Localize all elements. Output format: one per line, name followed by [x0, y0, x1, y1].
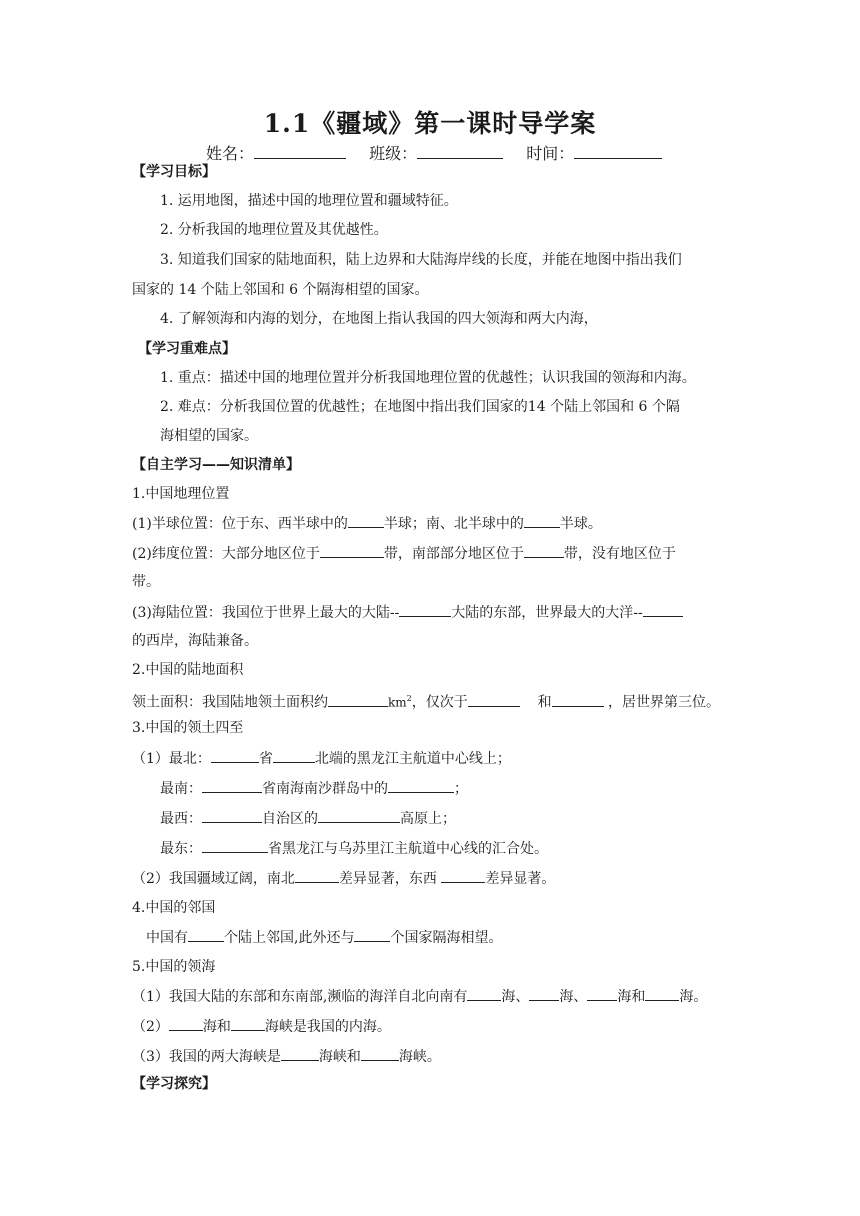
answer-blank[interactable]: [388, 778, 454, 793]
east-extreme-line: 最东： 省黑龙江与乌苏里江主航道中心线的汇合处。: [160, 838, 548, 859]
answer-blank[interactable]: [645, 986, 679, 1001]
answer-blank[interactable]: [348, 513, 384, 528]
name-blank[interactable]: [254, 146, 346, 159]
answer-blank[interactable]: [524, 543, 564, 558]
inland-seas-line: （2） 海和 海峡是我国的内海。: [132, 1016, 391, 1037]
answer-blank[interactable]: [361, 1046, 399, 1061]
goal-item: 2. 分析我国的地理位置及其优越性。: [160, 222, 388, 238]
answer-blank[interactable]: [320, 543, 384, 558]
sea-land-line: (3)海陆位置：我国位于世界上最大的大陆-- 大陆的东部，世界最大的大洋--: [132, 602, 683, 623]
time-blank[interactable]: [574, 146, 662, 159]
goal-item: 3. 知道我们国家的陆地面积，陆上边界和大陆海岸线的长度，并能在地图中指出我们: [160, 252, 682, 268]
area-line: 领土面积：我国陆地领土面积约 $km^2$，仅次于 和 ，居世界第三位。: [132, 689, 720, 713]
answer-blank[interactable]: [231, 1016, 265, 1031]
answer-blank[interactable]: [281, 1046, 319, 1061]
explore-header: 【学习探究】: [132, 1076, 216, 1092]
answer-blank[interactable]: [552, 692, 604, 707]
goal-item: 1. 运用地图，描述中国的地理位置和疆域特征。: [160, 193, 458, 209]
goal-item-cont: 国家的 14 个陆上邻国和 6 个隔海相望的国家。: [132, 282, 429, 298]
class-label: 班级：: [369, 144, 418, 163]
student-info-row: [206, 141, 680, 164]
hemisphere-line: (1)半球位置：位于东、西半球中的 半球；南、北半球中的 半球。: [132, 513, 602, 534]
answer-blank[interactable]: [202, 838, 268, 853]
key-item-cont: 海相望的国家。: [160, 428, 258, 444]
key-item: 2. 难点：分析我国位置的优越性；在地图中指出我们国家的14 个陆上邻国和 6 个隔: [160, 399, 680, 415]
goals-header: 【学习目标】: [132, 164, 216, 180]
answer-blank[interactable]: [529, 986, 559, 1001]
answer-blank[interactable]: [211, 748, 259, 763]
answer-blank[interactable]: [169, 1016, 203, 1031]
section-heading: 4.中国的邻国: [132, 900, 216, 916]
goal-item: 4. 了解领海和内海的划分，在地图上指认我国的四大领海和两大内海，: [160, 311, 598, 327]
territory-line: （2）我国疆域辽阔，南北 差异显著，东西 差异显著。: [132, 868, 555, 889]
west-extreme-line: 最西： 自治区的 高原上；: [160, 808, 456, 829]
answer-blank[interactable]: [524, 513, 560, 528]
class-blank[interactable]: [417, 146, 503, 159]
answer-blank[interactable]: [441, 868, 485, 883]
name-label: 姓名：: [206, 144, 255, 163]
self-study-header: 【自主学习——知识清单】: [132, 457, 300, 473]
south-extreme-line: 最南： 省南海南沙群岛中的 ；: [160, 778, 468, 799]
answer-blank[interactable]: [295, 868, 339, 883]
answer-blank[interactable]: [467, 986, 501, 1001]
section-heading: 2.中国的陆地面积: [132, 662, 244, 678]
page-title: 1.1《疆域》第一课时导学案: [263, 109, 597, 138]
answer-blank[interactable]: [399, 602, 451, 617]
key-item: 1. 重点：描述中国的地理位置并分析我国地理位置的优越性；认识我国的领海和内海。: [160, 370, 696, 386]
seas-line: （1）我国大陆的东部和东南部,濒临的海洋自北向南有 海、 海、 海和 海。: [132, 986, 707, 1007]
answer-blank[interactable]: [643, 602, 683, 617]
key-header: 【学习重难点】: [138, 341, 236, 357]
answer-blank[interactable]: [202, 778, 262, 793]
answer-blank[interactable]: [354, 927, 390, 942]
north-extreme-line: （1）最北： 省 北端的黑龙江主航道中心线上；: [132, 748, 511, 769]
latitude-line: (2)纬度位置：大部分地区位于 带，南部部分地区位于 带，没有地区位于: [132, 543, 676, 564]
latitude-line-cont: 带。: [132, 574, 160, 590]
answer-blank[interactable]: [273, 748, 315, 763]
answer-blank[interactable]: [188, 927, 224, 942]
section-heading: 5.中国的领海: [132, 959, 216, 975]
answer-blank[interactable]: [468, 692, 520, 707]
answer-blank[interactable]: [202, 808, 262, 823]
sea-land-line-cont: 的西岸，海陆兼备。: [132, 633, 258, 649]
section-heading: 3.中国的领土四至: [132, 720, 244, 736]
answer-blank[interactable]: [318, 808, 400, 823]
neighbors-line: 中国有 个陆上邻国,此外还与 个国家隔海相望。: [146, 927, 502, 948]
straits-line: （3）我国的两大海峡是 海峡和 海峡。: [132, 1046, 441, 1067]
time-label: 时间：: [526, 144, 575, 163]
answer-blank[interactable]: [587, 986, 617, 1001]
section-heading: 1.中国地理位置: [132, 486, 230, 502]
answer-blank[interactable]: [328, 692, 388, 707]
